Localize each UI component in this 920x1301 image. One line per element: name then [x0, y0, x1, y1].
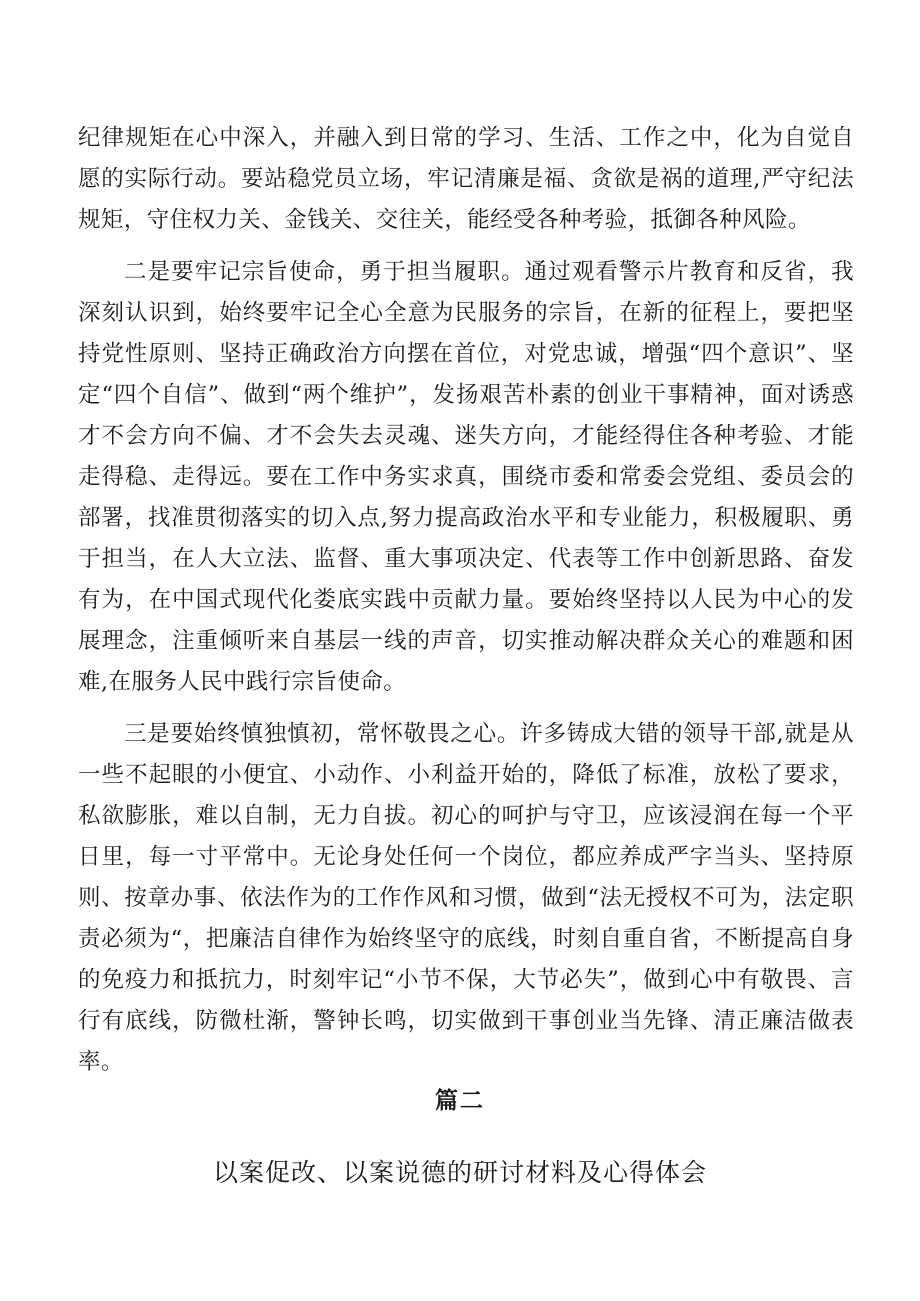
document-body: [78, 118, 854, 1083]
paragraph-continuation: 纪律规矩在心中深入，并融入到日常的学习、生活、工作之中，化为自觉自愿的实际行动。要站稳党员立场，牢记清廉是福、贪欲是祸的道理,严守纪法规矩，守住权力关、金钱关、交往关，能经受各种考验，抵御各种风险。: [78, 125, 854, 233]
paragraph-point-two: 二是要牢记宗旨使命，勇于担当履职。通过观看警示片教育和反省，我深刻认识到，始终要牢记全心全意为民服务的宗旨，在新的征程上，要把坚持党性原则、坚持正确政治方向摆在首位，对党忠诚，增强“四个意识”、坚定“四个自信”、做到“两个维护”，发扬艰苦朴素的创业干事精神，面对诱惑才不会方向不偏、才不会失去灵魂、迷失方向，才能经得住各种考验、才能走得稳、走得远。要在工作中务实求真，围绕市委和常委会党组、委员会的部署，找准贯彻落实的切入点,努力提高政治水平和专业能力，积极履职、勇于担当，在人大立法、监督、重大事项决定、代表等工作中创新思路、奋发有为，在中国式现代化娄底实践中贡献力量。要始终坚持以人民为中心的发展理念，注重倾听来自基层一线的声音，切实推动解决群众关心的难题和困难,在服务人民中践行宗旨使命。: [78, 259, 854, 695]
paragraph-point-three: 三是要始终慎独慎初，常怀敬畏之心。许多铸成大错的领导干部,就是从一些不起眼的小便宜、小动作、小利益开始的，降低了标准，放松了要求，私欲膨胀，难以自制，无力自拔。初心的呵护与守卫，应该浸润在每一个平日里，每一寸平常中。无论身处任何一个岗位，都应养成严字当头、坚持原则、按章办事、依法作为的工作作风和习惯，做到“法无授权不可为，法定职责必须为“，把廉洁自律作为始终坚守的底线，时刻自重自省，不断提高自身的免疫力和抵抗力，时刻牢记“小节不保，大节必失”，做到心中有敬畏、言行有底线，防微杜渐，警钟长鸣，切实做到干事创业当先锋、清正廉洁做表率。: [78, 721, 854, 1075]
document-title: 以案促改、以案说德的研讨材料及心得体会: [212, 1158, 707, 1187]
section-label: 篇二: [435, 1088, 485, 1114]
